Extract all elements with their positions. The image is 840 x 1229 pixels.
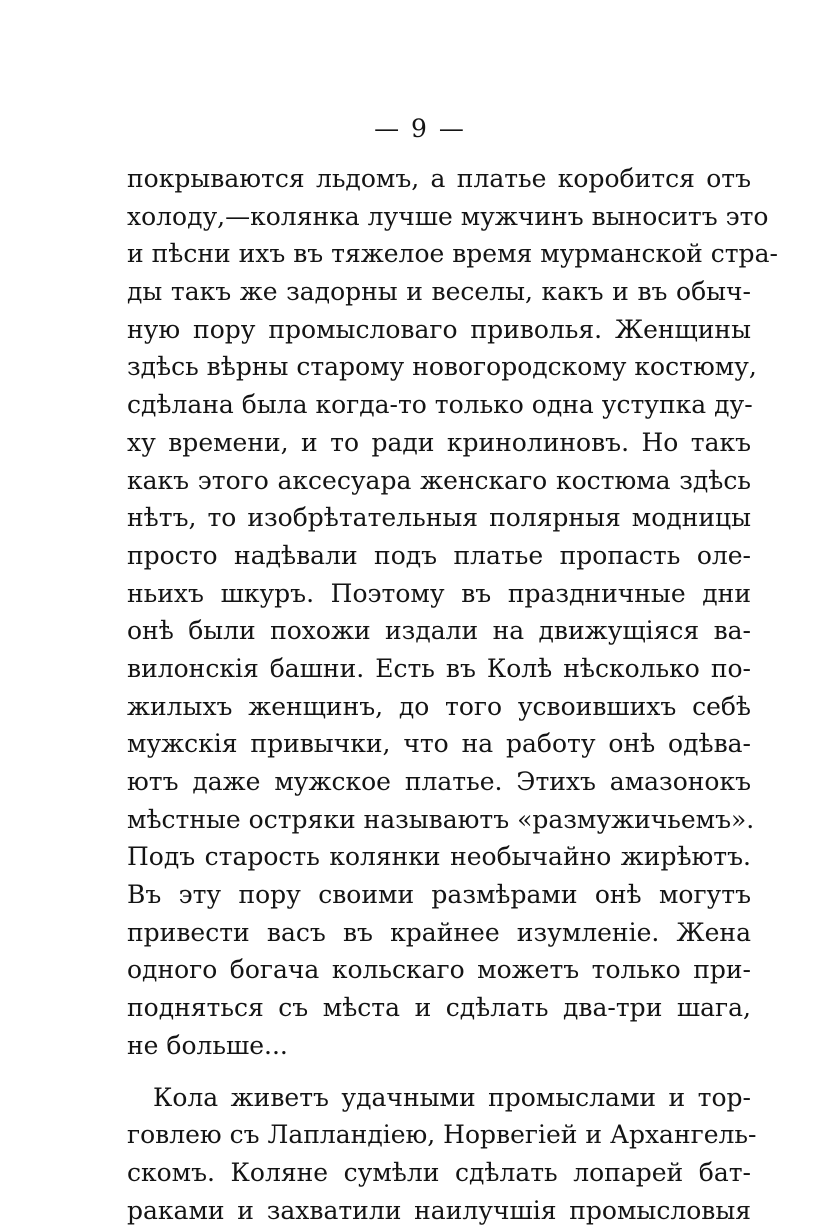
text-line: нѣтъ, то изобрѣтательныя полярныя модницы (127, 499, 751, 537)
text-line: вилонскія башни. Есть въ Колѣ нѣсколько по- (127, 650, 751, 688)
paragraph-gap (127, 1065, 751, 1079)
text-line: Подъ старость колянки необычайно жирѣютъ. (127, 838, 751, 876)
text-line: мѣстные остряки называютъ «размужичьемъ». (127, 801, 751, 839)
text-line: и пѣсни ихъ въ тяжелое время мурманской стра- (127, 235, 751, 273)
paragraph-1 (127, 160, 751, 1065)
text-line: покрываются льдомъ, а платье коробится отъ (127, 160, 751, 198)
text-line: ху времени, и то ради кринолиновъ. Но такъ (127, 424, 751, 462)
text-line: мужскія привычки, что на работу онѣ одѣва- (127, 725, 751, 763)
body-text (127, 160, 751, 1229)
text-line: говлею съ Лапландіею, Норвегіей и Архангель- (127, 1116, 751, 1154)
text-line: холоду,—колянка лучше мужчинъ выноситъ это (127, 198, 751, 236)
text-line: Кола живетъ удачными промыслами и тор- (127, 1079, 751, 1117)
text-line: ды такъ же задорны и веселы, какъ и въ обыч- (127, 273, 751, 311)
text-line: сдѣлана была когда-то только одна уступка ду- (127, 386, 751, 424)
text-line: просто надѣвали подъ платье пропасть оле- (127, 537, 751, 575)
text-line: скомъ. Коляне сумѣли сдѣлать лопарей бат- (127, 1154, 751, 1192)
text-line: жилыхъ женщинъ, до того усвоившихъ себѣ (127, 688, 751, 726)
text-line: какъ этого аксесуара женскаго костюма здѣсь (127, 462, 751, 500)
paragraph-2 (127, 1079, 751, 1229)
page-number: — 9 — (0, 114, 840, 143)
text-line: ньихъ шкуръ. Поэтому въ праздничные дни (127, 575, 751, 613)
text-line: не больше... (127, 1027, 751, 1065)
text-line: Въ эту пору своими размѣрами онѣ могутъ (127, 876, 751, 914)
text-line: ную пору промысловаго приволья. Женщины (127, 311, 751, 349)
text-line: ютъ даже мужское платье. Этихъ амазонокъ (127, 763, 751, 801)
text-line: раками и захватили наилучшія промысловыя (127, 1192, 751, 1229)
text-line: подняться съ мѣста и сдѣлать два-три шага, (127, 989, 751, 1027)
text-line: одного богача кольскаго можетъ только при- (127, 951, 751, 989)
text-line: онѣ были похожи издали на движущіяся ва- (127, 612, 751, 650)
text-line: привести васъ въ крайнее изумленіе. Жена (127, 914, 751, 952)
text-line: здѣсь вѣрны старому новогородскому костюму, (127, 348, 751, 386)
